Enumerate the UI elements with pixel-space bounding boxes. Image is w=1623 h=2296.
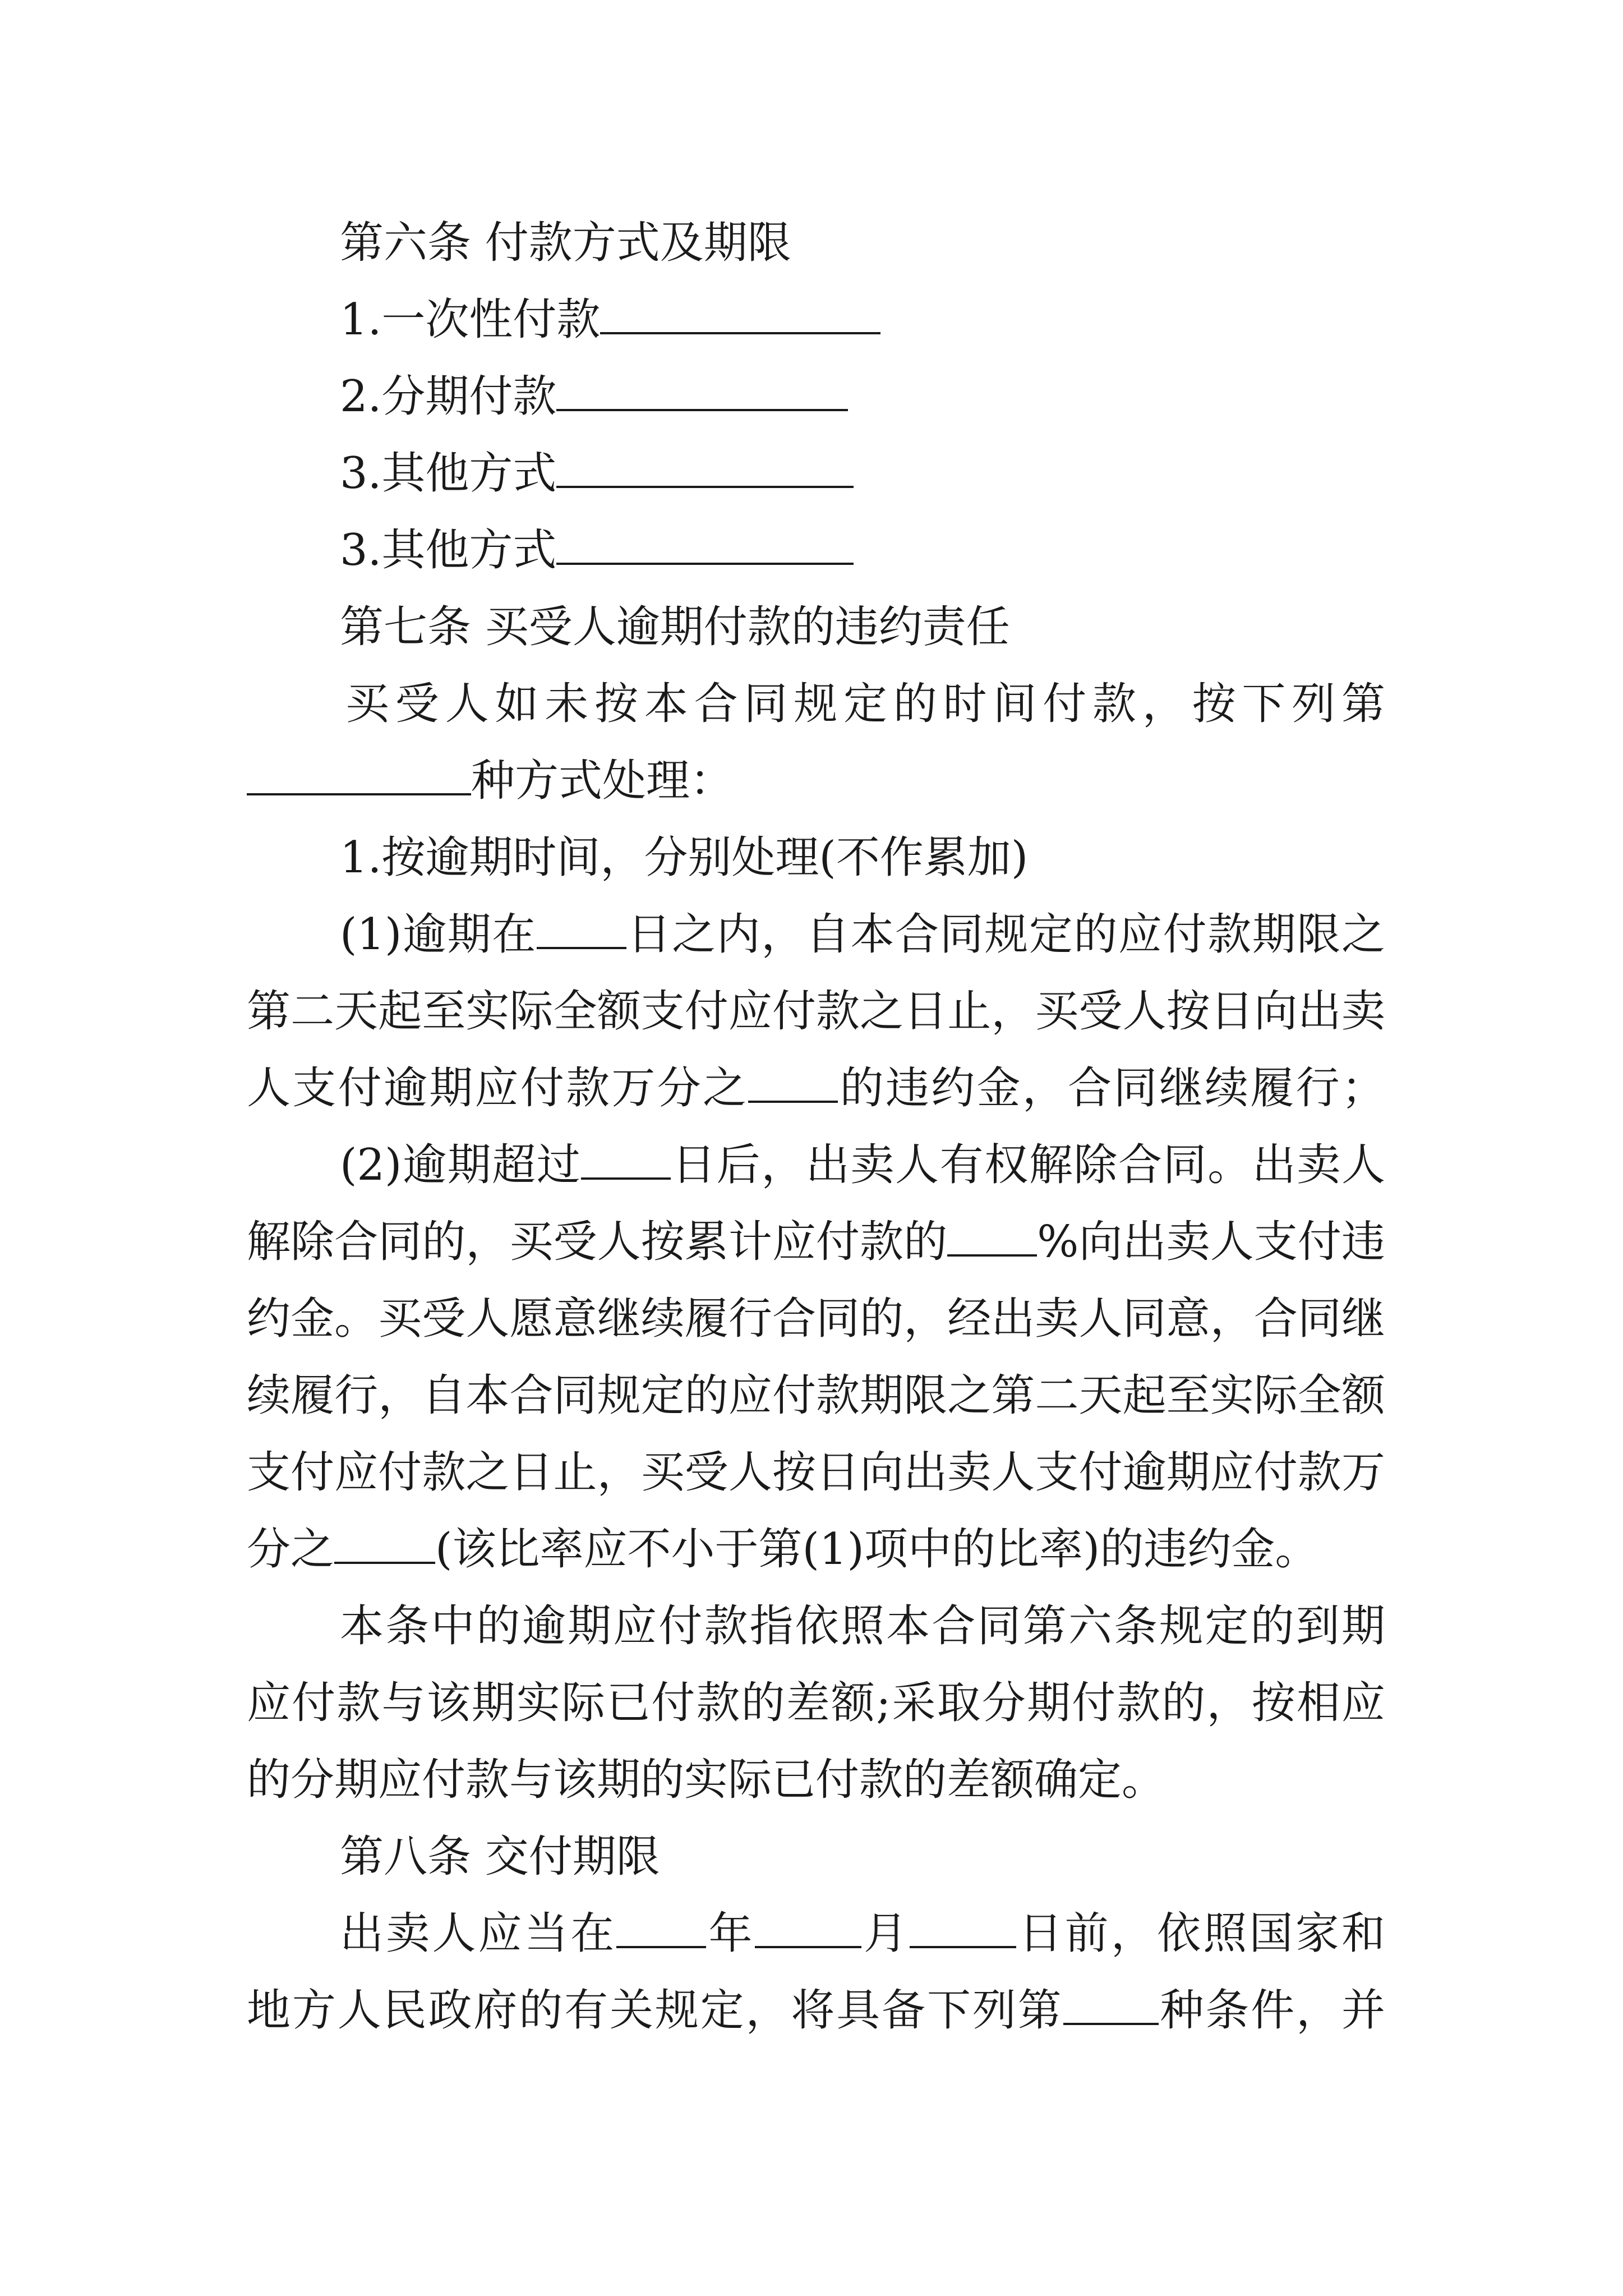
clause-1-item-2-line-3: 约金。买受人愿意继续履行合同的，经出卖人同意，合同继 (247, 1294, 1385, 1344)
clause-1-item-1-line-2: 第二天起至实际全额支付应付款之日止，买受人按日向出卖 (247, 986, 1385, 1037)
blank-line[interactable] (247, 755, 471, 795)
text-segment: 分之 (247, 1524, 335, 1575)
blank-line[interactable] (556, 371, 848, 411)
article-7-note-line-2: 应付款与该期实际已付款的差额;采取分期付款的，按相应 (247, 1678, 1385, 1728)
text-segment: (1)逾期在 (340, 909, 537, 960)
article-7-clause-1: 1.按逾期时间，分别处理(不作累加) (340, 832, 1029, 883)
payment-option-3-repeat-label: 3.其他方式 (340, 525, 557, 576)
text-segment: %向出卖人支付违 (1037, 1217, 1385, 1267)
blank-line[interactable] (748, 1062, 838, 1103)
article-7-intro-line-1: 买受人如未按本合同规定的时间付款，按下列第 (345, 679, 1385, 729)
clause-1-item-1-line-1 (340, 907, 1385, 963)
clause-1-item-2-line-6 (247, 1521, 1385, 1577)
text-segment: 出卖人应当在 (340, 1908, 617, 1959)
clause-1-item-2-line-4: 续履行，自本合同规定的应付款期限之第二天起至实际全额 (247, 1370, 1385, 1421)
blank-line[interactable] (537, 909, 626, 949)
payment-option-1-label: 1.一次性付款 (340, 295, 601, 345)
payment-option-1 (340, 292, 1385, 348)
article-7-intro-line-2-text: 种方式处理： (471, 756, 734, 806)
text-segment: 种条件，并 (1158, 1985, 1385, 2036)
article-7-heading: 第七条 买受人逾期付款的违约责任 (340, 602, 1010, 652)
text-segment: 人支付逾期应付款万分之 (247, 1063, 749, 1114)
article-6-heading: 第六条 付款方式及期限 (340, 218, 791, 268)
text-segment: 日后，出卖人有权解除合同。出卖人 (671, 1140, 1385, 1190)
article-7-intro-line-2 (247, 753, 1385, 809)
blank-line-year[interactable] (616, 1908, 706, 1948)
article-8-line-2 (247, 1982, 1385, 2039)
text-segment: (2)逾期超过 (340, 1140, 582, 1190)
blank-line[interactable] (556, 524, 854, 565)
payment-option-3-label: 3.其他方式 (340, 448, 557, 499)
blank-line[interactable] (947, 1216, 1037, 1257)
text-segment: 的违约金，合同继续履行； (838, 1063, 1385, 1114)
blank-line-day[interactable] (910, 1908, 1016, 1948)
blank-line[interactable] (1063, 1985, 1159, 2025)
clause-1-item-2-line-1 (340, 1137, 1385, 1193)
text-segment: 年 (706, 1908, 755, 1959)
payment-option-2 (340, 369, 1385, 425)
payment-option-3 (340, 445, 1385, 501)
clause-1-item-1-line-3 (247, 1060, 1385, 1116)
article-7-note-line-1: 本条中的逾期应付款指依照本合同第六条规定的到期 (340, 1601, 1385, 1651)
blank-line[interactable] (334, 1524, 435, 1564)
text-segment: 地方人民政府的有关规定，将具备下列第 (247, 1985, 1063, 2036)
blank-line[interactable] (581, 1139, 671, 1180)
payment-option-2-label: 2.分期付款 (340, 371, 557, 422)
text-segment: 月 (861, 1908, 910, 1959)
article-7-note-line-3: 的分期应付款与该期的实际已付款的差额确定。 (247, 1755, 1166, 1805)
payment-option-3-repeat (340, 522, 1385, 578)
text-segment: 解除合同的，买受人按累计应付款的 (247, 1217, 948, 1267)
blank-line[interactable] (600, 294, 880, 334)
article-8-heading: 第八条 交付期限 (340, 1832, 660, 1882)
article-8-line-1 (340, 1906, 1385, 1962)
text-segment: 日之内，自本合同规定的应付款期限之 (626, 909, 1385, 960)
text-segment: (该比率应不小于第(1)项中的比率)的违约金。 (435, 1524, 1319, 1575)
clause-1-item-2-line-2 (247, 1214, 1385, 1270)
blank-line[interactable] (556, 448, 854, 488)
blank-line-month[interactable] (755, 1908, 861, 1948)
text-segment: 日前，依照国家和 (1016, 1908, 1385, 1959)
clause-1-item-2-line-5: 支付应付款之日止，买受人按日向出卖人支付逾期应付款万 (247, 1447, 1385, 1498)
